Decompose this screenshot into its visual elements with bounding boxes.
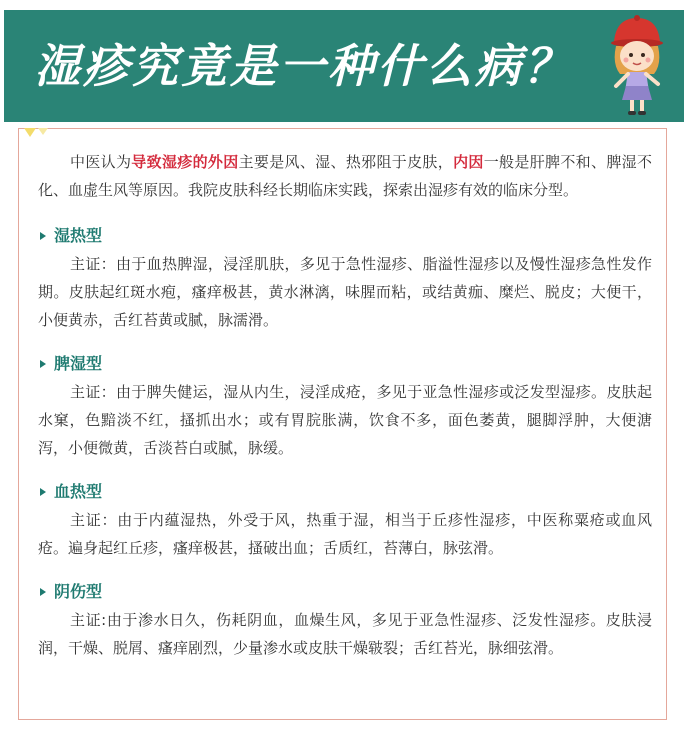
section-damp-heat [38, 222, 652, 334]
triangle-bullet-icon [40, 360, 46, 368]
section-blood-heat [38, 478, 652, 562]
section-heading [38, 350, 652, 378]
cartoon-girl-icon [602, 12, 672, 118]
intro-text: 一般是肝脾不和、脾湿不化、血虚生风等原因。我院皮肤科经长期临床实践，探索出湿疹有效的临床分型。 [38, 153, 652, 199]
triangle-bullet-icon [40, 488, 46, 496]
section-title: 脾湿型 [54, 354, 103, 373]
corner-triangle-icon [24, 128, 50, 144]
section-heading [38, 478, 652, 506]
section-yin-injury [38, 578, 652, 662]
section-text: 主证：由于内蕴湿热，外受于风，热重于湿，相当于丘疹性湿疹，中医称粟疮或血风疮。遍身起红丘疹，瘙痒极甚，搔破出血；舌质红，苔薄白，脉弦滑。 [38, 511, 652, 557]
page-title: 湿疹究竟是一种什么病？ [34, 39, 573, 93]
section-spleen-damp [38, 350, 652, 462]
section-text: 主证：由于脾失健运，湿从内生，浸淫成疮，多见于亚急性湿疹或泛发型湿疹。皮肤起水窠，色黯淡不红，搔抓出水；或有胃脘胀满，饮食不多，面色萎黄，腿脚浮肿，大便溏泻，小便微黄，舌淡苔白或腻，脉缓。 [38, 383, 652, 457]
section-heading [38, 578, 652, 606]
section-text: 主证:由于渗水日久，伤耗阴血，血燥生风，多见于亚急性湿疹、泛发性湿疹。皮肤浸润，干燥、脱屑、瘙痒剧烈，少量渗水或皮肤干燥皲裂；舌红苔光，脉细弦滑。 [38, 611, 652, 657]
article-body [38, 148, 652, 678]
header-banner [4, 10, 684, 122]
section-heading [38, 222, 652, 250]
triangle-bullet-icon [40, 588, 46, 596]
highlight-external-cause: 导致湿疹的外因 [131, 153, 239, 171]
intro-text: 主要是风、湿、热邪阻于皮肤， [238, 153, 454, 171]
section-title: 血热型 [54, 482, 103, 501]
triangle-bullet-icon [40, 232, 46, 240]
intro-paragraph [38, 148, 652, 204]
section-text: 主证：由于血热脾湿，浸淫肌肤，多见于急性湿疹、脂溢性湿疹以及慢性湿疹急性发作期。皮肤起红斑水疱，瘙痒极甚，黄水淋漓，味腥而粘，或结黄痂、糜烂、脱皮；大便干，小便黄赤，舌红苔黄或腻，脉濡滑。 [38, 255, 652, 329]
highlight-internal-cause: 内因 [453, 153, 484, 171]
section-title: 湿热型 [54, 226, 103, 245]
intro-text: 中医认为 [70, 153, 132, 171]
section-title: 阴伤型 [54, 582, 103, 601]
